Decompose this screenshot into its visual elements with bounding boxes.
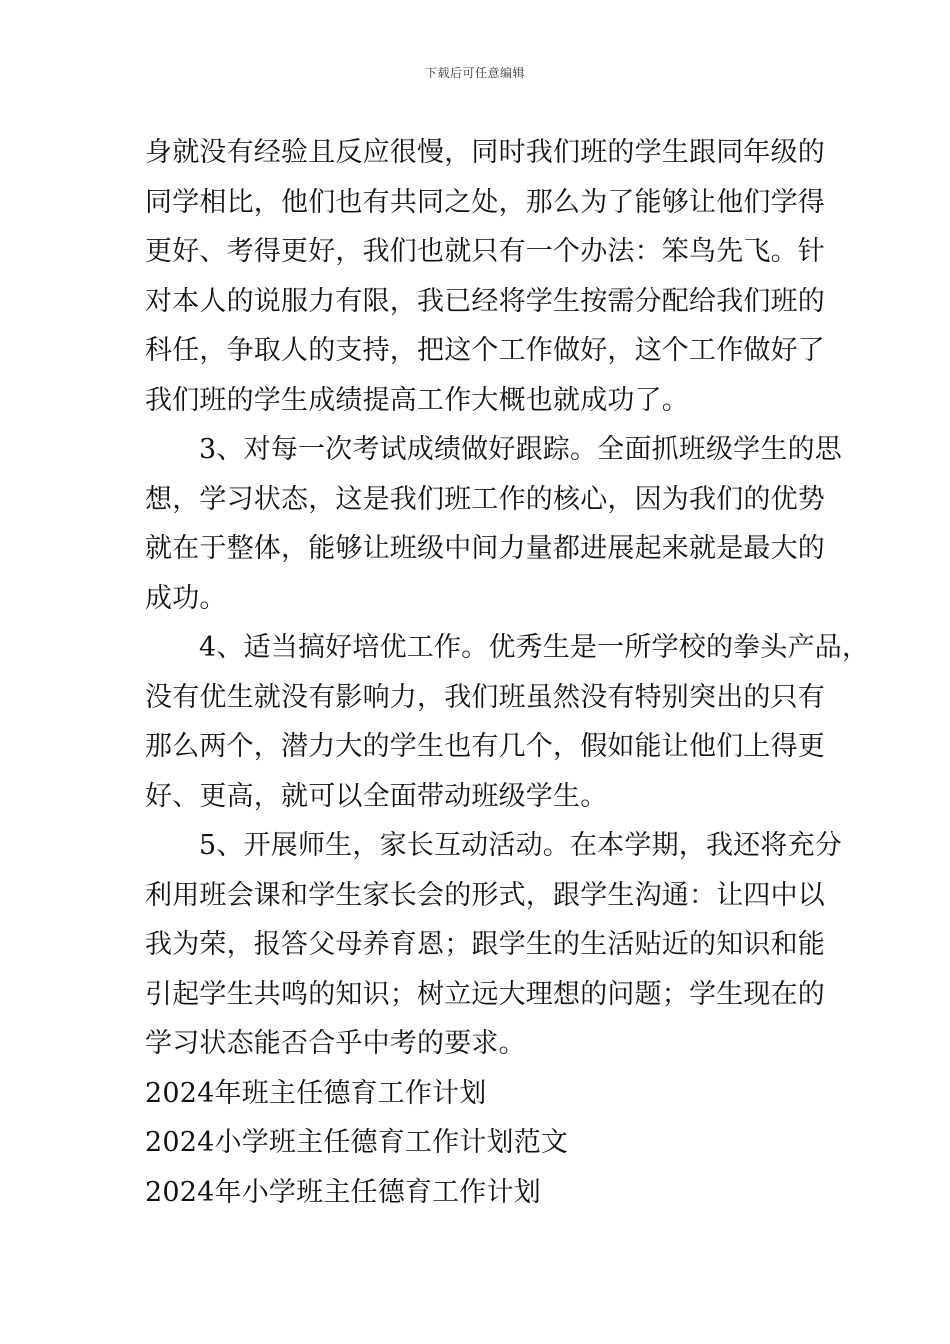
page-header: 下载后可任意编辑 <box>424 66 525 80</box>
text-line: 5、开展师生，家长互动活动。在本学期，我还将充分 <box>199 830 842 861</box>
paragraph <box>145 128 825 425</box>
related-titles <box>145 1069 809 1218</box>
related-title-link[interactable]: 2024年班主任德育工作计划 <box>145 1077 487 1109</box>
text-line: 更好、考得更好，我们也就只有一个办法：笨鸟先飞。针 <box>145 236 825 267</box>
text-line: 想，学习状态，这是我们班工作的核心，因为我们的优势 <box>145 483 825 515</box>
text-line: 那么两个，潜力大的学生也有几个，假如能让他们上得更 <box>145 731 825 762</box>
text-line: 科任，争取人的支持，把这个工作做好，这个工作做好了 <box>145 335 825 366</box>
text-line: 同学相比，他们也有共同之处，那么为了能够让他们学得 <box>145 186 825 218</box>
document-body <box>145 128 870 1217</box>
related-title-link[interactable]: 2024年小学班主任德育工作计划 <box>145 1176 541 1208</box>
text-line: 我们班的学生成绩提高工作大概也就成功了。 <box>145 384 689 416</box>
text-line: 4、适当搞好培优工作。优秀生是一所学校的拳头产品， <box>199 632 870 663</box>
text-line: 没有优生就没有影响力，我们班虽然没有特别突出的只有 <box>145 681 825 713</box>
text-line: 利用班会课和学生家长会的形式，跟学生沟通：让四中以 <box>145 879 825 911</box>
text-line: 对本人的说服力有限，我已经将学生按需分配给我们班的 <box>145 285 825 317</box>
text-line: 学习状态能否合乎中考的要求。 <box>145 1028 526 1059</box>
text-line: 成功。 <box>145 582 227 614</box>
paragraph <box>145 425 842 623</box>
paragraph <box>145 821 842 1069</box>
text-line: 3、对每一次考试成绩做好跟踪。全面抓班级学生的思 <box>199 434 842 465</box>
related-title-link[interactable]: 2024小学班主任德育工作计划范文 <box>145 1127 569 1158</box>
text-line: 身就没有经验且反应很慢，同时我们班的学生跟同年级的 <box>145 137 825 168</box>
text-line: 引起学生共鸣的知识；树立远大理想的问题；学生现在的 <box>145 978 825 1010</box>
paragraph <box>145 623 870 821</box>
text-line: 就在于整体，能够让班级中间力量都进展起来就是最大的 <box>145 533 825 564</box>
text-line: 好、更高，就可以全面带动班级学生。 <box>145 780 608 812</box>
text-line: 我为荣，报答父母养育恩；跟学生的生活贴近的知识和能 <box>145 929 825 960</box>
